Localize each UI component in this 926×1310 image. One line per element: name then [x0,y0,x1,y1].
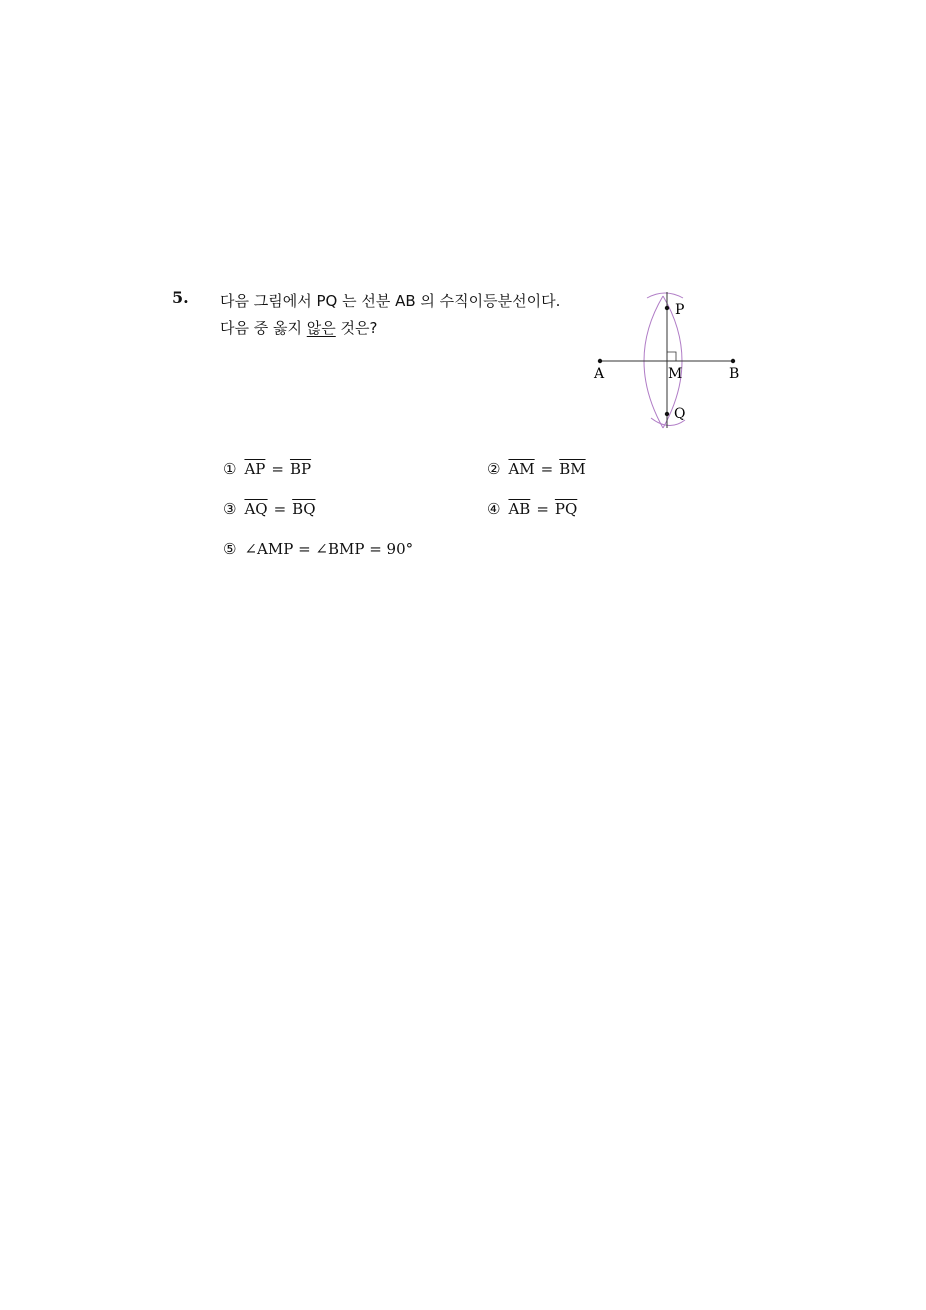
choice-5-number: ⑤ [223,540,237,558]
label-q: Q [674,406,686,422]
choice-3-op: = [273,500,287,518]
underlined-word: 않은 [306,319,336,337]
choice-1[interactable] [223,460,311,478]
arc-top-mark [647,293,683,298]
choice-1-right: $\overline{BP}$ [289,460,312,478]
label-b: B [729,366,740,382]
choice-3-left: $\overline{AQ}$ [244,500,268,518]
question-line-2-pre: 다음 중 옳지 [220,319,307,337]
choice-2-right: $\overline{BM}$ [559,460,586,478]
choice-2[interactable] [487,460,586,478]
choice-4[interactable] [487,500,577,518]
point-b [731,359,735,363]
choice-5[interactable] [223,540,413,558]
choice-1-op: = [271,460,284,478]
choice-4-right: $\overline{PQ}$ [554,500,578,518]
label-p: P [675,302,685,318]
choice-5-text: ∠AMP = ∠BMP = 90° [244,540,414,558]
question-number: 5. [172,288,189,307]
question-text [220,288,560,342]
choice-2-left: $\overline{AM}$ [508,460,535,478]
question-line-2 [220,315,560,342]
choice-1-number: ① [223,460,237,478]
point-q [665,412,669,416]
point-a [598,359,602,363]
perpendicular-bisector-figure [585,290,755,435]
choice-3-right: $\overline{BQ}$ [292,500,316,518]
question-line-1: 다음 그림에서 PQ 는 선분 AB 의 수직이등분선이다. [220,292,561,310]
choice-1-left: $\overline{AP}$ [244,460,266,478]
choice-2-number: ② [487,460,501,478]
right-angle-mark [667,352,676,361]
question-line-2-post: 것은? [335,319,378,337]
choice-3-number: ③ [223,500,237,518]
label-m: M [668,366,683,382]
choice-4-number: ④ [487,500,501,518]
label-a: A [594,366,605,382]
point-p [665,306,669,310]
choice-4-op: = [536,500,549,518]
choice-4-left: $\overline{AB}$ [508,500,531,518]
arc-left [644,296,663,428]
choice-2-op: = [540,460,554,478]
choice-3[interactable] [223,500,316,518]
